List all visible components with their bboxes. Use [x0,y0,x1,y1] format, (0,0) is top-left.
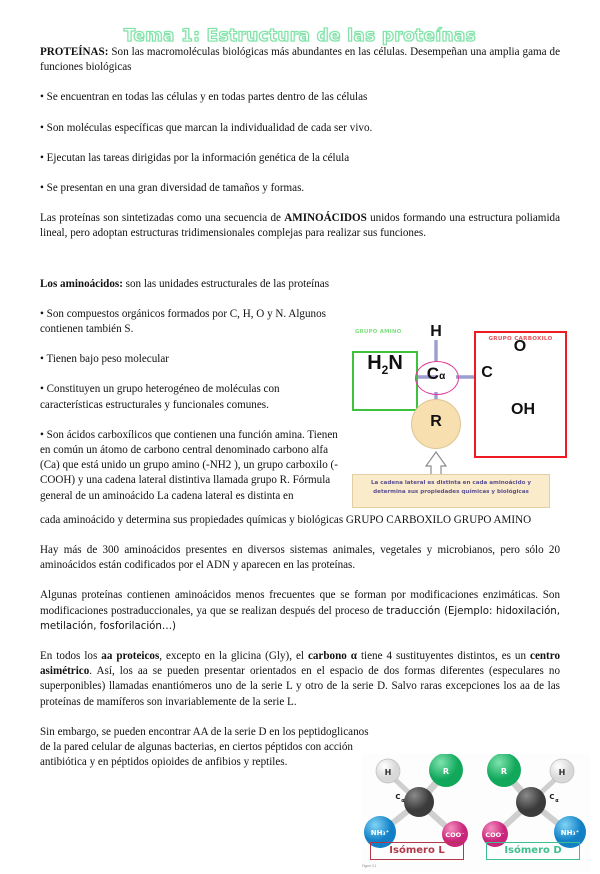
isomer-l-label: Isómero L [370,842,464,860]
svg-text:R: R [500,767,508,776]
proteicos-seg-2: , excepto en la glicina (Gly), el [159,650,308,663]
paragraph-aa-proteicos [40,649,560,710]
caption-line-1: La cadena lateral es distinta en cada aminoácido y [370,480,532,486]
paragraph-proteinas [40,45,560,75]
svg-text:C: C [549,793,555,801]
proteicos-seg-1: En todos los [40,650,102,663]
isomer-figure [362,754,590,872]
figure-source-note: Figure 3.1 [362,864,377,868]
paragraph-300-aminoacidos: Hay más de 300 aminoácidos presentes en diversos sistemas animales, vegetales y microbianos, pero sólo 20 aminoácidos están codificados por el ADN y aparecen en las proteínas. [40,544,560,572]
paragraph-sintesis [40,211,560,241]
modificaciones-text: Algunas proteínas contienen aminoácidos menos frecuentes que se forman por modificaciones enzimáticas. Son modificaciones postraduccionales, ya que se realizan después del proceso de [40,589,560,617]
atom-oxygen: O [513,338,527,355]
document-page [0,26,600,874]
svg-text:NH₃⁺: NH₃⁺ [560,829,580,837]
atom-calpha: Cα [426,364,446,383]
page-title: Tema 1: Estructura de las proteínas [123,26,477,45]
molecule-l-svg [362,754,472,849]
paragraph-serie-d: Sin embargo, se pueden encontrar AA de la serie D en los peptidoglicanos de la pared celular de algunas bacterias, en ciertos péptidos con acción antibiótica y en péptidos opioides de anfibios y reptiles. [40,725,369,769]
atom-carbon-carboxyl: C [481,364,493,381]
proteinas-rest: Son las macromoléculas biológicas más abundantes en las células. Desempeñan una amplia gama de funciones biológicas [40,46,560,74]
molecule-d-svg [478,754,588,849]
sintesis-part-2: unidos formando una estructura poliamida lineal, pero adoptan estructuras tridimensionales complejas para realizar sus funciones. [40,212,560,240]
isomer-d-label: Isómero D [486,842,580,860]
atom-r-label: R [430,413,442,430]
aminoacidos-rest: son las unidades estructurales de las proteínas [122,277,330,290]
bullet-item: • Son compuestos orgánicos formados por C, H, O y N. Algunos contienen también S. [40,307,326,336]
molecule-isomer-l [362,754,472,849]
svg-text:H: H [384,768,392,777]
svg-text:COO⁻: COO⁻ [485,831,505,839]
aminoacidos-lead: Los aminoácidos: [40,277,123,290]
atom-hydroxyl: OH [511,401,535,418]
bullet-item: • Se encuentran en todas las células y en todas partes dentro de las células [40,91,368,104]
bullet-item: • Son moléculas específicas que marcan la individualidad de cada ser vivo. [40,121,373,134]
proteicos-carbono-alfa: carbono α [307,650,357,663]
bullet-item: • Tienen bajo peso molecular [40,353,169,366]
left-text-column-bottom [40,725,370,771]
bullet-item: • Constituyen un grupo heterogéneo de moléculas con características estructurales y funcionales comunes. [40,383,280,411]
atom-hydrogen: H [430,323,442,340]
proteicos-seg-4: . Así, los aa se pueden presentar orientados en el espacio de dos formas diferentes (especulares no superponibles) llamadas enantiómeros uno de la serie L y otro de la serie D. Salvo raras excepciones los aa de las proteínas de mamíferos son invariablemente de la serie L. [40,665,560,708]
carboxyl-group-label: GRUPO CARBOXILO [488,336,553,342]
svg-text:H: H [558,768,566,777]
svg-text:α: α [555,798,559,804]
svg-text:COO⁻: COO⁻ [445,831,465,839]
proteicos-centro-asimetrico: centro asimétrico [40,650,560,678]
side-chain-caption-box [352,474,550,508]
paragraph-acidos-continuacion: cada aminoácido y determina sus propiedades químicas y biológicas GRUPO CARBOXILO GRUPO AMINO [40,513,532,526]
r-group-ball [411,399,461,449]
caption-line-2: determina sus propiedades químicas y biológicas [373,488,529,495]
svg-text:C: C [395,793,401,801]
sintesis-part-1: Las proteínas son sintetizadas como una secuencia de [40,212,285,225]
svg-text:R: R [442,767,450,776]
modificaciones-traduccion: traducción (Ejemplo: hidoxilación, metilación, fosforilación…) [40,605,560,632]
proteicos-aa-proteicos: aa proteicos [101,650,160,663]
svg-text:NH₃⁺: NH₃⁺ [370,829,390,837]
proteicos-seg-3: tiene 4 sustituyentes distintos, es un [356,650,531,663]
paragraph-los-aminoacidos [40,277,560,292]
molecule-isomer-d [478,754,588,849]
bullet-item: • Ejecutan las tareas dirigidas por la información genética de la célula [40,151,350,164]
bullet-item: • Se presentan en una gran diversidad de tamaños y formas. [40,182,305,195]
paragraph-modificaciones [40,588,560,634]
svg-text:α: α [401,798,405,804]
sintesis-aminoacidos: AMINOÁCIDOS [284,212,367,225]
atom-h2n: $H_2N$ [367,352,403,377]
proteinas-lead: PROTEÍNAS: [40,46,109,58]
amino-group-label: GRUPO AMINO [355,329,402,335]
left-text-column [40,307,340,504]
paragraph-acidos-carboxilicos: • Son ácidos carboxílicos que contienen una función amina. Tienen en común un átomo de carbono central denominado carbono alfa (Ca) que está unido un grupo amino (-NH2 ), un grupo carboxilo (-COOH) y una cadena lateral distintiva llamada grupo R. Fórmula general de un aminoácido La cadena lateral es distinta en [40,428,338,502]
